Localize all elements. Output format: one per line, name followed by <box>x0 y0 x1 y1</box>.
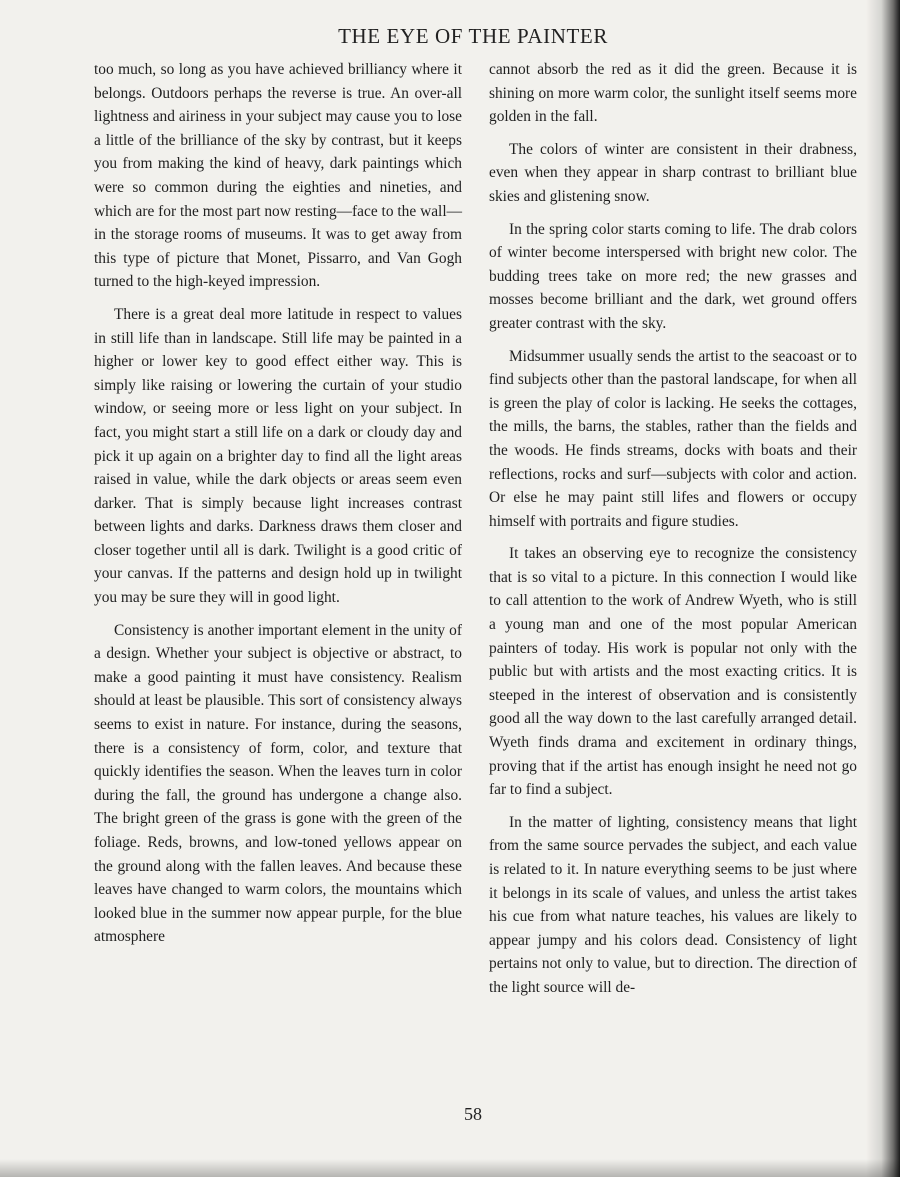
paragraph: cannot absorb the red as it did the green. Because it is shining on more warm color, the sunlight itself seems more golden in the fall. <box>489 61 857 126</box>
page-number: 58 <box>464 1104 482 1124</box>
right-column <box>489 58 857 1000</box>
paragraph: Midsummer usually sends the artist to the seacoast or to find subjects other than the pastoral landscape, for when all is green the play of color is lacking. He seeks the cottages, the mills, the barns, the stables, rather than the fields and the woods. He finds streams, docks with boats and their reflections, rocks and surf—subjects with color and action. Or else he may paint still lifes and flowers or occupy himself with portraits and figure studies. <box>489 347 857 530</box>
running-head: THE EYE OF THE PAINTER <box>338 24 608 48</box>
paragraph: In the matter of lighting, consistency means that light from the same source pervades the subject, and each value is related to it. In nature everything seems to be just where it belongs in its scale of values, and unless the artist takes his cue from what nature teaches, his values are likely to appear jumpy and his colors dead. Consistency of light pertains not only to value, but to direction. The direction of the light source will de- <box>489 813 857 996</box>
paragraph: The colors of winter are consistent in their drabness, even when they appear in sharp contrast to brilliant blue skies and glistening snow. <box>489 140 857 205</box>
left-column <box>94 58 462 949</box>
paragraph: too much, so long as you have achieved brilliancy where it belongs. Outdoors perhaps the reverse is true. An over-all lightness and airiness in your subject may cause you to lose a little of the brilliance of the sky by contrast, but it keeps you from making the kind of heavy, dark paintings which were so common during the eighties and nineties, and which are for the most part now resting—face to the wall—in the storage rooms of museums. It was to get away from this type of picture that Monet, Pissarro, and Van Gogh turned to the high-keyed impression. <box>94 61 462 291</box>
book-spine-shadow <box>866 0 900 1177</box>
page-bottom-edge <box>0 1159 900 1177</box>
paragraph: It takes an observing eye to recognize the consistency that is so vital to a picture. In this connection I would like to call attention to the work of Andrew Wyeth, who is still a young man and one of the most popular American painters of today. His work is popular not only with the public but with artists and the most exacting critics. It is steeped in the interest of observation and is consistently good all the way down to the last carefully arranged detail. Wyeth finds drama and excitement in ordinary things, proving that if the artist has enough insight he need not go far to find a subject. <box>489 545 857 799</box>
paragraph: Consistency is another important element in the unity of a design. Whether your subject is objective or abstract, to make a good painting it must have consistency. Realism should at least be plausible. This sort of consistency always seems to exist in nature. For instance, during the seasons, there is a consistency of form, color, and texture that quickly identifies the season. When the leaves turn in color during the fall, the ground has undergone a change also. The bright green of the grass is gone with the green of the foliage. Reds, browns, and low-toned yellows appear on the ground along with the fallen leaves. And because these leaves have changed to warm colors, the mountains which looked blue in the summer now appear purple, for the blue atmosphere <box>94 621 462 946</box>
paragraph: In the spring color starts coming to life. The drab colors of winter become interspersed with bright new color. The budding trees take on more red; the new grasses and mosses become brilliant and the dark, wet ground offers greater contrast with the sky. <box>489 220 857 332</box>
paragraph: There is a great deal more latitude in respect to values in still life than in landscape. Still life may be painted in a higher or lower key to good effect either way. This is simply like raising or lowering the curtain of your studio window, or seeing more or less light on your subject. In fact, you might start a still life on a dark or cloudy day and pick it up again on a brighter day to find all the light areas raised in value, while the dark objects or areas seem even darker. That is simply because light increases contrast between lights and darks. Darkness draws them closer and closer together until all is dark. Twilight is a good critic of your canvas. If the patterns and design hold up in twilight you may be sure they will in good light. <box>94 305 462 607</box>
